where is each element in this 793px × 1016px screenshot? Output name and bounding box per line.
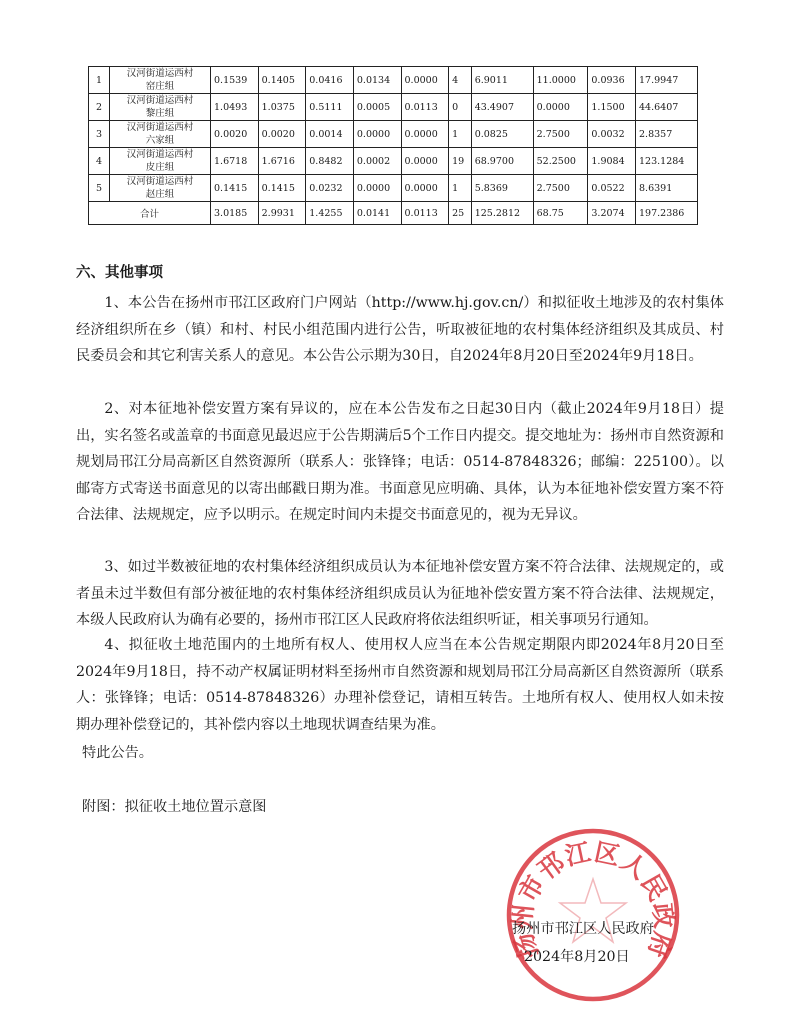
row-name <box>110 94 211 121</box>
table-cell: 0.8482 <box>306 148 354 175</box>
table-cell: 0 <box>449 94 472 121</box>
row-index: 1 <box>89 67 110 94</box>
table-row <box>89 121 698 148</box>
table-cell: 0.0134 <box>353 67 401 94</box>
table-cell: 0.1539 <box>211 67 259 94</box>
paragraph-2: 2、对本征地补偿安置方案有异议的，应在本公告发布之日起30日内（截止2024年9月18日）提出，实名签名或盖章的书面意见最迟应于公告期满后5个工作日内提交。提交地址为：扬州市自然资源和规划局邗江分局高新区自然资源所（联系人：张锋锋；电话：0514-87848326；邮编：225100）。以邮寄方式寄送书面意见的以寄出邮戳日期为准。书面意见应明确、具体，认为本征地补偿安置方案不符合法律、法规规定，应予以明示。在规定时间内未提交书面意见的，视为无异议。 <box>76 401 724 523</box>
paragraph-3: 3、如过半数被征地的农村集体经济组织成员认为本征地补偿安置方案不符合法律、法规规定的，或者虽未过半数但有部分被征地的农村集体经济组织成员认为征地补偿安置方案不符合法律、法规规定，本级人民政府认为确有必要的，扬州市邗江区人民政府将依法组织听证，相关事项另行通知。 <box>76 559 724 628</box>
table-cell: 1.6716 <box>258 148 306 175</box>
table-cell: 2.8357 <box>636 121 698 148</box>
closing-text: 特此公告。 <box>82 745 153 761</box>
row-name-line-2: 黎庄组 <box>145 108 175 119</box>
table-cell: 0.0000 <box>353 175 401 202</box>
row-name-line-1: 汉河街道运西村 <box>126 122 194 133</box>
total-cell: 125.2812 <box>471 202 533 225</box>
table-cell: 0.0000 <box>401 121 449 148</box>
row-name-line-2: 窑庄组 <box>145 81 175 92</box>
table-cell: 1 <box>449 121 472 148</box>
table-cell: 1.0493 <box>211 94 259 121</box>
total-cell: 1.4255 <box>306 202 354 225</box>
table-cell: 0.0416 <box>306 67 354 94</box>
table-cell: 0.1405 <box>258 67 306 94</box>
attachment-note: 附图：拟征收土地位置示意图 <box>82 799 267 815</box>
total-cell: 2.9931 <box>258 202 306 225</box>
table-cell: 0.1415 <box>211 175 259 202</box>
paragraph-4-block <box>76 632 724 738</box>
row-name <box>110 121 211 148</box>
table-cell: 17.9947 <box>636 67 698 94</box>
table-cell: 0.0014 <box>306 121 354 148</box>
signature-date: 2024年8月20日 <box>524 949 630 965</box>
table-cell: 1.9084 <box>588 148 636 175</box>
total-cell: 197.2386 <box>636 202 698 225</box>
row-index: 2 <box>89 94 110 121</box>
table-cell: 6.9011 <box>471 67 533 94</box>
table-cell: 0.0000 <box>533 94 588 121</box>
table-cell: 1.0375 <box>258 94 306 121</box>
table-cell: 1.6718 <box>211 148 259 175</box>
row-name-line-2: 赵庄组 <box>145 189 175 200</box>
table-cell: 43.4907 <box>471 94 533 121</box>
table-row <box>89 94 698 121</box>
total-label: 合计 <box>89 202 211 225</box>
table-cell: 1.1500 <box>588 94 636 121</box>
row-name-line-1: 汉河街道运西村 <box>126 95 194 106</box>
table-cell: 5.8369 <box>471 175 533 202</box>
table-cell: 68.9700 <box>471 148 533 175</box>
table-cell: 0.0020 <box>258 121 306 148</box>
compensation-table <box>88 66 698 225</box>
total-cell: 0.0113 <box>401 202 449 225</box>
table-cell: 0.0000 <box>401 67 449 94</box>
row-name-line-1: 汉河街道运西村 <box>126 176 194 187</box>
row-name <box>110 175 211 202</box>
table-row <box>89 148 698 175</box>
table-row <box>89 67 698 94</box>
table-cell: 0.0522 <box>588 175 636 202</box>
table-cell: 0.0000 <box>401 148 449 175</box>
table-cell: 0.0005 <box>353 94 401 121</box>
row-index: 3 <box>89 121 110 148</box>
table-cell: 123.1284 <box>636 148 698 175</box>
table-cell: 0.0032 <box>588 121 636 148</box>
table-cell: 8.6391 <box>636 175 698 202</box>
table-cell: 52.2500 <box>533 148 588 175</box>
seal-text: 扬州市邗江区人民政府 <box>507 837 679 963</box>
total-cell: 25 <box>449 202 472 225</box>
table-cell: 0.0000 <box>353 121 401 148</box>
row-name-line-1: 汉河街道运西村 <box>126 149 194 160</box>
table-cell: 19 <box>449 148 472 175</box>
row-index: 4 <box>89 148 110 175</box>
total-cell: 3.2074 <box>588 202 636 225</box>
paragraph-1-block <box>76 290 724 370</box>
table-cell: 2.7500 <box>533 175 588 202</box>
table-cell: 2.7500 <box>533 121 588 148</box>
table-cell: 0.0020 <box>211 121 259 148</box>
row-index: 5 <box>89 175 110 202</box>
row-name-line-2: 皮庄组 <box>145 162 175 173</box>
table-cell: 0.0936 <box>588 67 636 94</box>
row-name <box>110 67 211 94</box>
table-cell: 1 <box>449 175 472 202</box>
table-total-row <box>89 202 698 225</box>
paragraph-4: 4、拟征收土地范围内的土地所有权人、使用权人应当在本公告规定期限内即2024年8月20日至2024年9月18日，持不动产权属证明材料至扬州市自然资源和规划局邗江分局高新区自然资源所（联系人：张锋锋；电话：0514-87848326）办理补偿登记，请相互转告。土地所有权人、使用权人如未按期办理补偿登记的，其补偿内容以土地现状调查结果为准。 <box>76 637 724 733</box>
table-row <box>89 175 698 202</box>
row-name-line-1: 汉河街道运西村 <box>126 68 194 79</box>
table-cell: 44.6407 <box>636 94 698 121</box>
table-cell: 0.0000 <box>401 175 449 202</box>
table-cell: 0.5111 <box>306 94 354 121</box>
paragraph-3-block <box>76 554 724 634</box>
table-cell: 4 <box>449 67 472 94</box>
table-cell: 0.0113 <box>401 94 449 121</box>
table-cell: 11.0000 <box>533 67 588 94</box>
total-cell: 68.75 <box>533 202 588 225</box>
total-cell: 3.0185 <box>211 202 259 225</box>
section-heading: 六、其他事项 <box>76 264 163 281</box>
row-name-line-2: 六家组 <box>145 135 175 146</box>
table-cell: 0.1415 <box>258 175 306 202</box>
paragraph-2-block <box>76 396 724 529</box>
table-cell: 0.0232 <box>306 175 354 202</box>
paragraph-1: 1、本公告在扬州市邗江区政府门户网站（http://www.hj.gov.cn/）和拟征收土地涉及的农村集体经济组织所在乡（镇）和村、村民小组范围内进行公告，听取被征地的农村集体经济组织及其成员、村民委员会和其它利害关系人的意见。本公告公示期为30日，自2024年8月20日至2024年9月18日。 <box>76 295 724 364</box>
total-cell: 0.0141 <box>353 202 401 225</box>
official-seal-icon <box>505 827 681 1003</box>
signature-org: 扬州市邗江区人民政府 <box>512 921 654 937</box>
table-cell: 0.0825 <box>471 121 533 148</box>
table-cell: 0.0002 <box>353 148 401 175</box>
row-name <box>110 148 211 175</box>
